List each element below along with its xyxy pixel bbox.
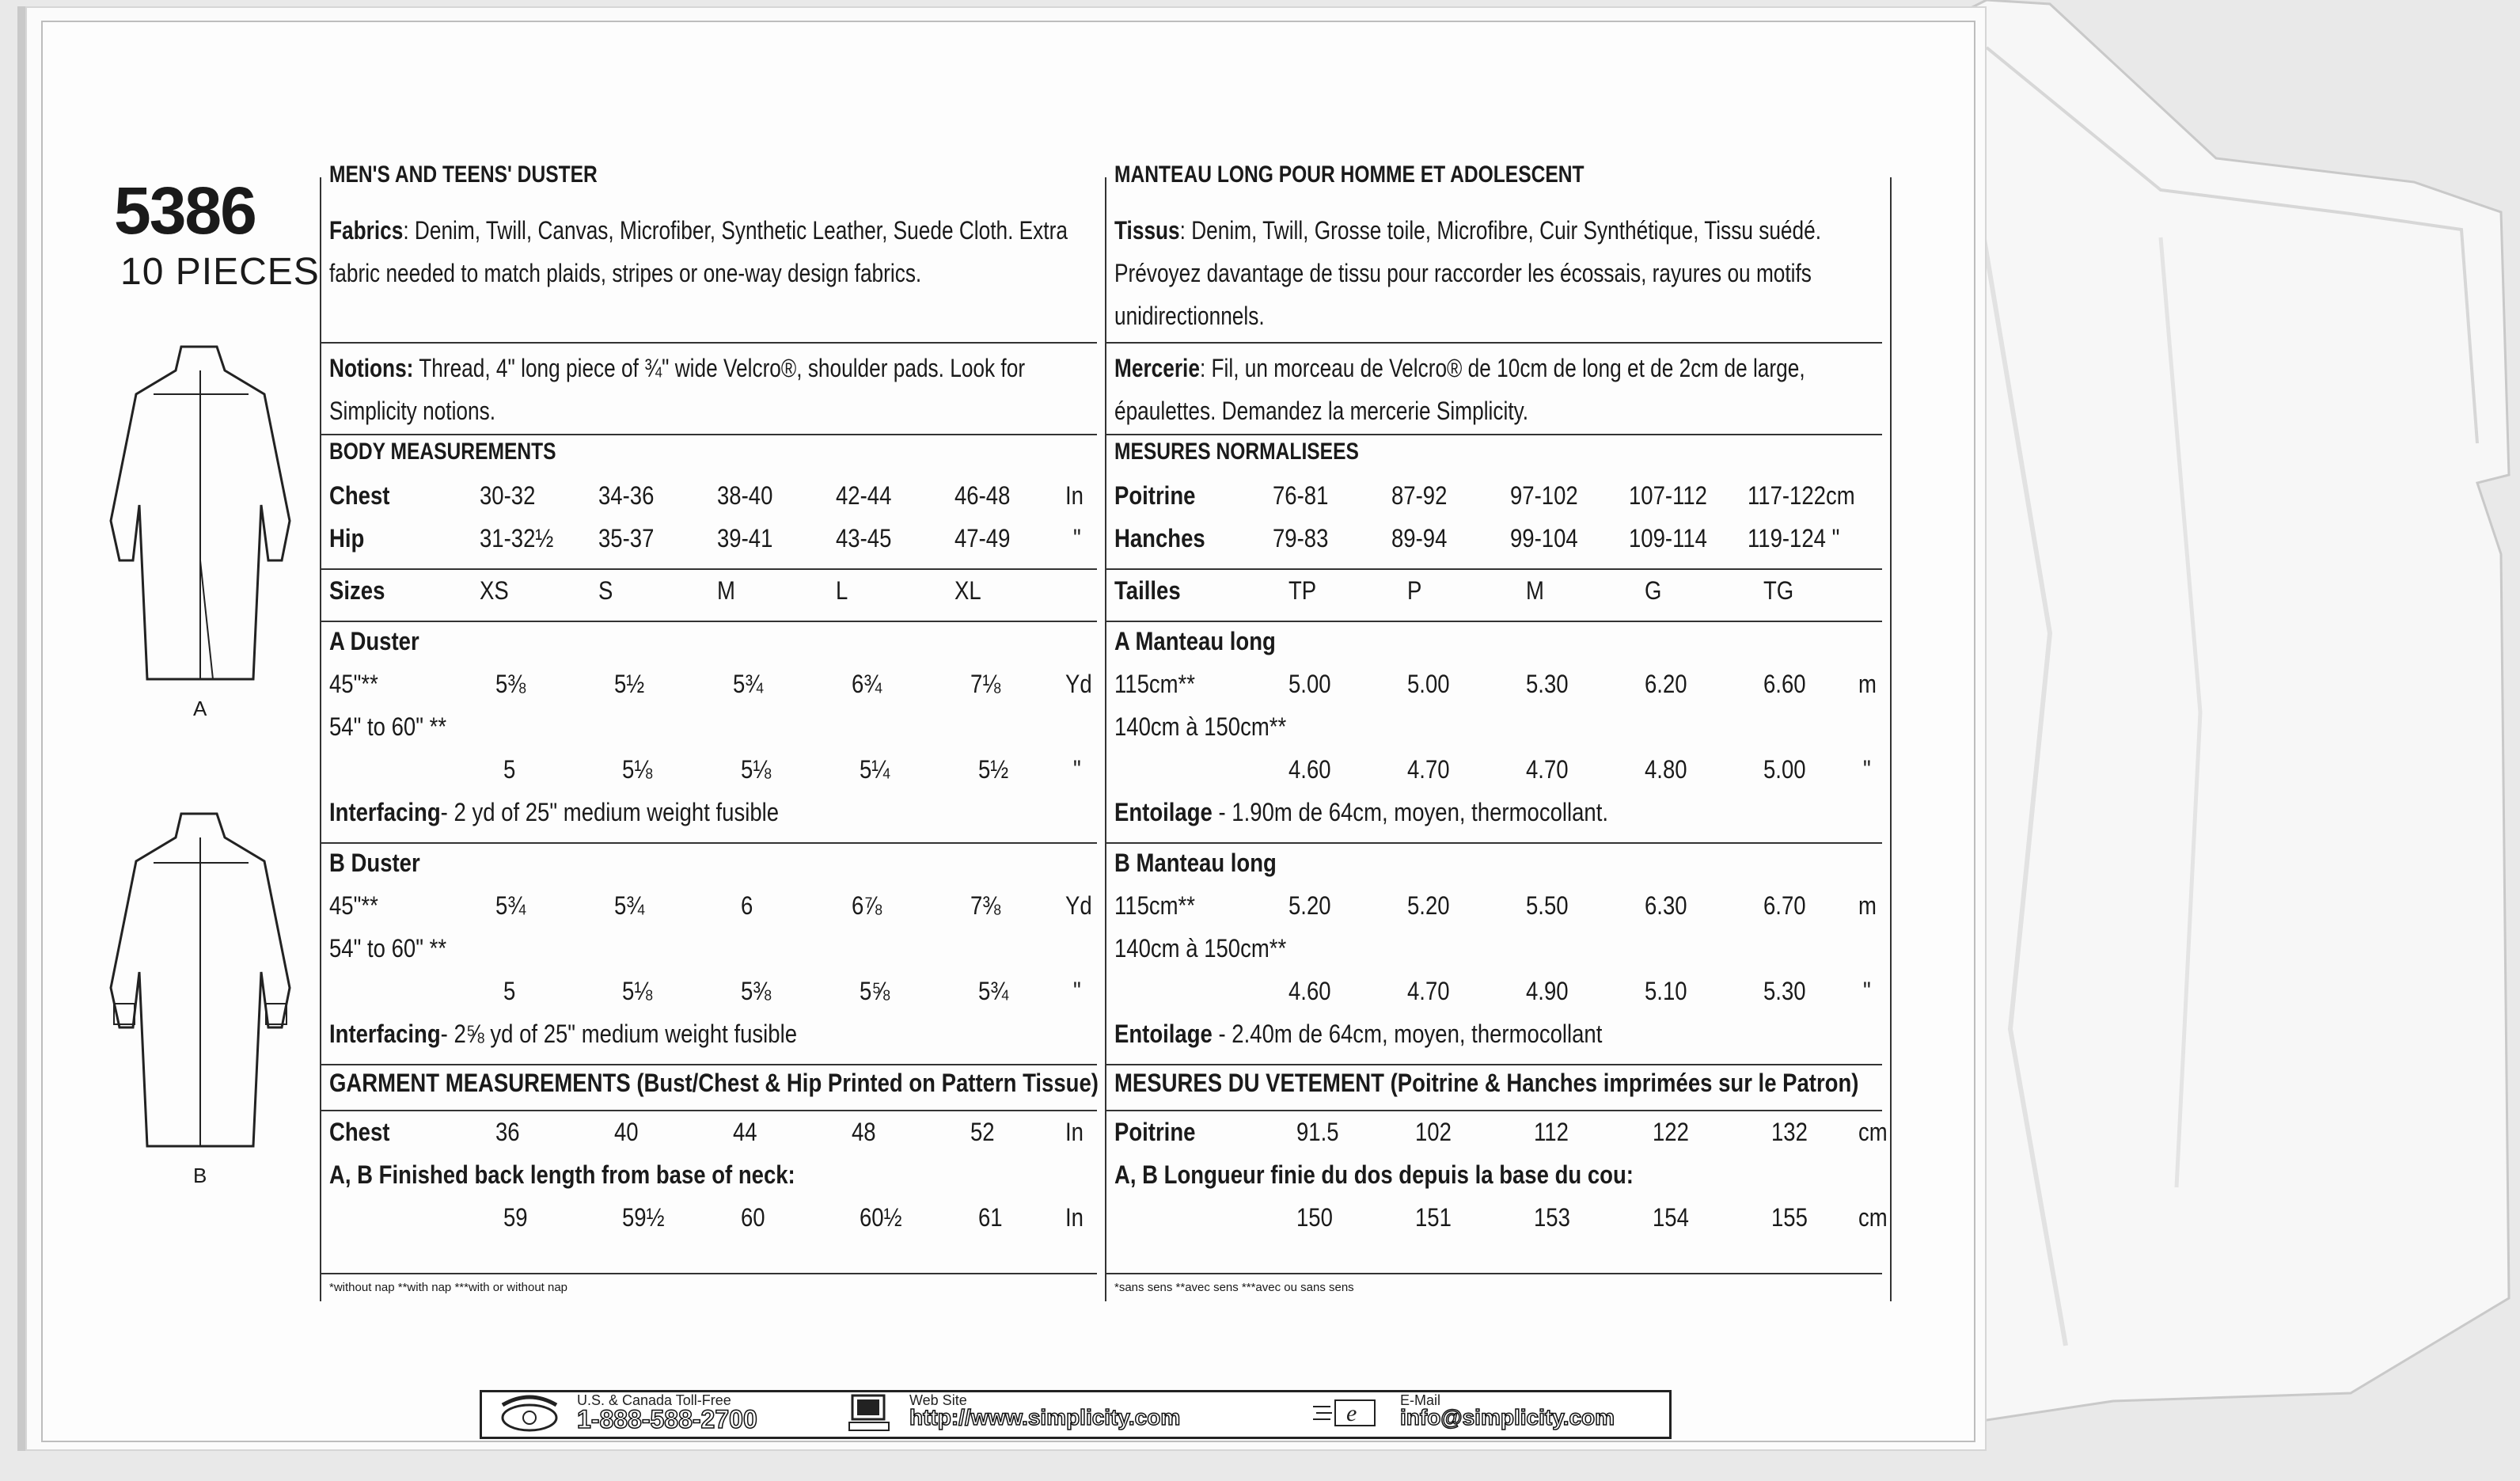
fr-b-entoilage: Entoilage - 2.40m de 64cm, moyen, thermocollant bbox=[1114, 1020, 1603, 1048]
a-54-label: 54" to 60" ** bbox=[329, 712, 447, 741]
instruction-panel: 5386 10 PIECES A B MEN'S AND TEENS' DUSTER Fabrics: Denim, Twill, Canvas, Microfiber, Synthetic Leather, Suede Cloth. Extra fabric needed to match plaids, stripes or one-way design fabrics. Notions: Thread, 4" long piece of ¾" wide Velcro®, shoulder pads. Look for Simplicity notions. BODY MEASUREMENTS Chest 30-32 34-36 38-40 42-44 46-48 In Hip 31-32½ 35-37 39-41 43-45 47-49 " Sizes XS S M L XL A Duster 45"** 5⅜ 5½ 5¾ 6¾ 7⅛ Yd 54" to 60" ** 5 5⅛ 5⅛ 5¼ 5½ " Interfacing- 2 yd of 25" medium weight fusible B Duster 45"** 5¾ 5¾ 6 6⅞ 7⅜ Yd 54" to 60" ** 5 5⅛ 5⅜ 5⅝ 5¾ " Interfacing- 2⅝ yd of 25" medium weight fusible GARMENT MEASUREMENTS (Bust/Chest & Hip Printed on Pattern Tissue) Chest 36 40 44 48 52 In A, B Finished back length from base of neck: 59 59½ 60 60½ 61 In *without nap **with nap ***with or without nap MANTEAU LONG POUR HOMME ET ADOLESCENT Tissus: Denim, Twill, Grosse toile, Microfibre, Cuir Synthétique, Tissu suédé. Prévoyez davantage de tissu pour raccorder les écossais, rayures ou motifs unidirectionnels. Mercerie: Fil, un morceau de Velcro® de 10cm de long et de 2cm de large, épaulettes. Demandez la mercerie Simplicity. MESURES NORMALISEES Poitrine 76-81 87-92 97-102 107-112 117-122cm Hanches 79-83 89-94 99-104 109-114 119-124 " Tailles TP P M G TG A Manteau long 115cm** 5.00 5.00 5.30 6.20 6.60 m 140cm à 150cm** 4.60 4.70 4.70 4.80 5.00 " Entoilage - 1.90m de 64cm, moyen, thermocollant. B Manteau long 115cm** 5.20 5.20 5.50 6.30 6.70 m 140cm à 150cm** 4.60 4.70 4.90 5.10 5.30 " Entoilage - 2.40m de 64cm, moyen, thermocollant MESURES DU VETEMENT (Poitrine & Hanches imprimées sur le Patron) Poitrine 91.5 102 112 122 132 cm A, B Longueur finie du dos depuis la base du cou: 150 151 153 154 155 cm *sans sens **avec sens ***avec ou sans sens U.S. & Canada Toll-Free 1-888-588-2700 Web Site http://www.simplicity.com e E-Mail info@simplicity.com bbox=[41, 21, 1975, 1442]
english-notions bbox=[329, 347, 1076, 432]
english-body-measurements: BODY MEASUREMENTS bbox=[329, 439, 556, 465]
website-link[interactable]: http://www.simplicity.com bbox=[909, 1405, 1181, 1430]
b-duster-title: B Duster bbox=[329, 849, 420, 877]
fr-garment-title: MESURES DU VETEMENT (Poitrine & Hanches imprimées sur le Patron) bbox=[1114, 1069, 1859, 1097]
email-icon bbox=[1313, 1396, 1384, 1432]
pattern-number: 5386 bbox=[114, 173, 256, 248]
view-a-illustration bbox=[106, 339, 296, 687]
svg-text:e: e bbox=[1346, 1400, 1357, 1426]
fabrics-text: : Denim, Twill, Canvas, Microfiber, Synthetic Leather, Suede Cloth. Extra fabric needed to match plaids, stripes or one-way design fabrics. bbox=[329, 216, 1068, 287]
fr-a-entoilage: Entoilage - 1.90m de 64cm, moyen, thermocollant. bbox=[1114, 798, 1609, 826]
b-manteau-title: B Manteau long bbox=[1114, 849, 1277, 877]
fr-footnote: *sans sens **avec sens ***avec ou sans sens bbox=[1114, 1281, 1354, 1294]
french-fabrics: Tissus: Denim, Twill, Grosse toile, Microfibre, Cuir Synthétique, Tissu suédé. Prévoyez davantage de tissu pour raccorder les écossais, rayures ou motifs unidirectionnels. bbox=[1114, 216, 1822, 330]
b-140-label: 140cm à 150cm** bbox=[1114, 934, 1287, 963]
pattern-envelope bbox=[17, 6, 1987, 1451]
envelope-flap bbox=[1955, 0, 2520, 1481]
notions-label: Notions: bbox=[329, 354, 414, 382]
web-label: Web Site bbox=[909, 1392, 967, 1408]
email-link[interactable]: info@simplicity.com bbox=[1400, 1405, 1615, 1430]
view-a-label: A bbox=[193, 697, 207, 720]
a-140-label: 140cm à 150cm** bbox=[1114, 712, 1287, 741]
telephone-icon bbox=[498, 1394, 561, 1434]
email-label: E-Mail bbox=[1400, 1392, 1441, 1408]
computer-icon bbox=[846, 1392, 894, 1434]
a-duster-title: A Duster bbox=[329, 627, 419, 655]
phone-number[interactable]: 1-888-588-2700 bbox=[577, 1405, 757, 1434]
phone-label: U.S. & Canada Toll-Free bbox=[577, 1392, 731, 1408]
a-manteau-title: A Manteau long bbox=[1114, 627, 1276, 655]
english-column bbox=[320, 177, 321, 1301]
french-notions: Mercerie: Fil, un morceau de Velcro® de 10cm de long et de 2cm de large, épaulettes. Demandez la mercerie Simplicity. bbox=[1114, 354, 1805, 425]
pieces-count: 10 PIECES bbox=[120, 251, 320, 293]
notions-text: Thread, 4" long piece of ¾" wide Velcro®, shoulder pads. Look for Simplicity notions. bbox=[329, 354, 1026, 425]
en-garment-title: GARMENT MEASUREMENTS (Bust/Chest & Hip Printed on Pattern Tissue) bbox=[329, 1069, 1099, 1097]
b-interfacing: Interfacing- 2⅝ yd of 25" medium weight fusible bbox=[329, 1020, 797, 1048]
en-back-length-label: A, B Finished back length from base of neck: bbox=[329, 1160, 795, 1189]
fr-back-length-label: A, B Longueur finie du dos depuis la base du cou: bbox=[1114, 1160, 1634, 1189]
french-body-measurements: MESURES NORMALISEES bbox=[1114, 439, 1359, 465]
a-interfacing: Interfacing- 2 yd of 25" medium weight fusible bbox=[329, 798, 780, 826]
view-b-illustration bbox=[106, 806, 296, 1154]
view-b-label: B bbox=[193, 1164, 207, 1187]
en-footnote: *without nap **with nap ***with or without nap bbox=[329, 1281, 568, 1294]
english-title: MEN'S AND TEENS' DUSTER bbox=[329, 161, 598, 188]
fabrics-label: Fabrics bbox=[329, 216, 404, 245]
b-54-label: 54" to 60" ** bbox=[329, 934, 447, 963]
french-title: MANTEAU LONG POUR HOMME ET ADOLESCENT bbox=[1114, 161, 1584, 188]
contact-strip bbox=[480, 1390, 1672, 1439]
english-fabrics bbox=[329, 209, 1076, 294]
